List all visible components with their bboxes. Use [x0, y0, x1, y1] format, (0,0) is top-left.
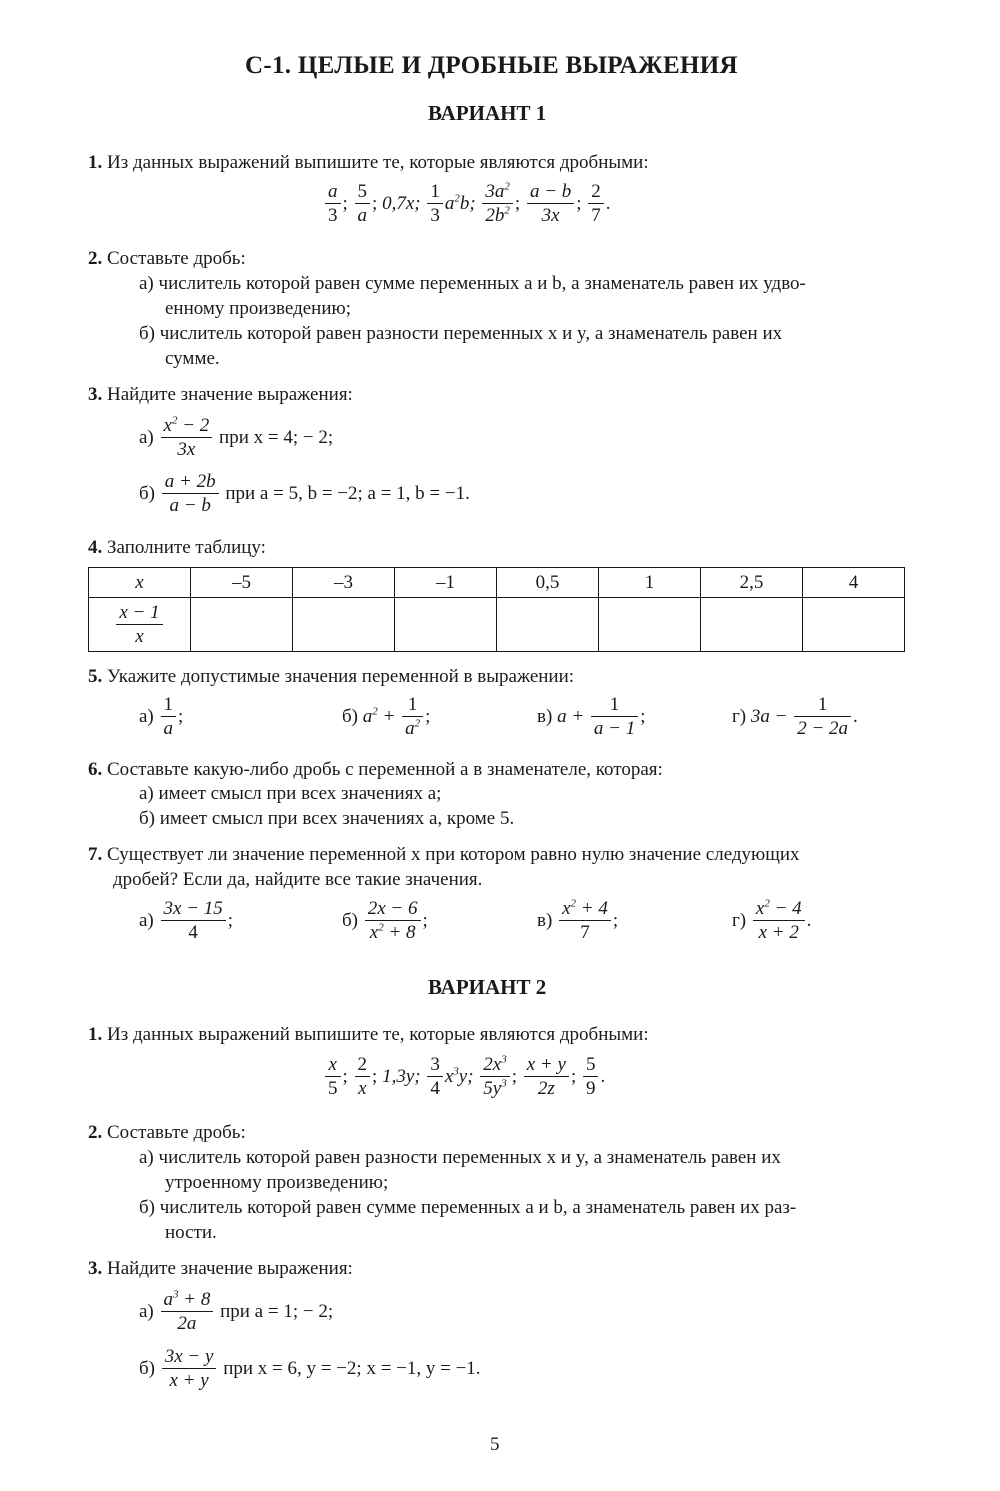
page-number: 5 — [490, 1434, 500, 1455]
v1-task-7-text-line-2: дробей? Если да, найдите все такие значения. — [113, 869, 483, 890]
task-number: 5. — [88, 666, 103, 687]
expression: 0,7x; — [382, 192, 421, 214]
table-cell: 2,5 — [701, 568, 803, 598]
v2-task-1-expressions: $\frac{x}{5}$ ; $\frac{2}{x}$ ; 1,3y; $\frac{3}{4}$ $x^3y$; $\frac{2x^3}{5y^3}$ ; $\frac{x + y}{2z}$ ; $\frac{5}{9}$ . — [323, 1053, 605, 1100]
task-statement: Из данных выражений выпишите те, которые являются дробными: — [107, 152, 649, 173]
fraction: $\frac{3a^2}{2b^2}$ — [482, 180, 513, 227]
v1-task-2-a-line-1: а) числитель которой равен сумме переменных a и b, а знаменатель равен их удво- — [139, 273, 806, 294]
empty-cell[interactable] — [293, 598, 395, 652]
task-number: 3. — [88, 384, 103, 405]
fraction: $\frac{1}{a}$ — [161, 693, 177, 740]
v1-task-1-expressions: $\frac{a}{3}$ ; $\frac{5}{a}$ ; 0,7x; $\frac{1}{3}$ $a^2b$; $\frac{3a^2}{2b^2}$ ; $\frac{a - b}{3x}$ ; $\frac{2}{7}$ . — [323, 180, 611, 227]
v2-task-1-text — [88, 1022, 649, 1047]
task-number: 3. — [88, 1258, 103, 1279]
fraction: $\frac{2}{x}$ — [355, 1053, 371, 1100]
fraction: $\frac{3}{4}$ — [427, 1053, 443, 1100]
fraction: $\frac{5}{a}$ — [355, 180, 371, 227]
fraction: $\frac{x^2 + 4}{7}$ — [559, 897, 611, 944]
table-cell: 0,5 — [497, 568, 599, 598]
v1-task-7-c: в) $\frac{x^2 + 4}{7}$ ; — [537, 897, 619, 943]
task-statement: Найдите значение выражения: — [107, 384, 353, 405]
empty-cell[interactable] — [599, 598, 701, 652]
table-cell: –5 — [191, 568, 293, 598]
fraction: $\frac{x}{5}$ — [325, 1053, 341, 1100]
fraction: $\frac{x^2 - 2}{3x}$ — [161, 414, 213, 461]
task-statement: Составьте дробь: — [107, 248, 246, 269]
v1-task-2-text — [88, 246, 246, 271]
v2-task-2-text — [88, 1120, 246, 1145]
task-statement: Заполните таблицу: — [107, 537, 266, 558]
v1-task-4-text — [88, 535, 266, 560]
v1-task-3-a: а) $\frac{x^2 - 2}{3x}$ при x = 4; − 2; — [139, 414, 334, 460]
table-cell: 4 — [803, 568, 905, 598]
task-number: 7. — [88, 844, 103, 865]
fraction: $\frac{5}{9}$ — [583, 1053, 599, 1100]
task-number: 2. — [88, 248, 103, 269]
v1-task-5-text — [88, 664, 574, 689]
v1-task-7-text — [88, 842, 800, 867]
v1-task-6-text — [88, 757, 663, 782]
v2-task-2-a-line-1: а) числитель которой равен разности переменных x и y, а знаменатель равен их — [139, 1147, 781, 1168]
fraction: $\frac{2x - 6}{x^2 + 8}$ — [365, 897, 421, 944]
fraction: $\frac{a^3 + 8}{2a}$ — [161, 1288, 214, 1335]
fill-table — [88, 567, 905, 652]
v1-task-3-text — [88, 382, 353, 407]
v1-task-2-b-line-2: сумме. — [165, 348, 220, 369]
v1-task-5-b: б) $a^2$ + $\frac{1}{a^2}$ ; — [342, 694, 431, 739]
v1-task-5-a: а) $\frac{1}{a}$ ; — [139, 694, 184, 739]
table-row — [89, 598, 905, 652]
variant-2-heading: ВАРИАНТ 2 — [428, 975, 547, 999]
fraction: $\frac{a + 2b}{a - b}$ — [162, 470, 219, 517]
fraction: $\frac{2x^3}{5y^3}$ — [480, 1053, 509, 1100]
empty-cell[interactable] — [701, 598, 803, 652]
v2-task-2-b-line-1: б) числитель которой равен сумме переменных a и b, а знаменатель равен их раз- — [139, 1197, 797, 1218]
fraction: $\frac{3x - y}{x + y}$ — [162, 1345, 217, 1392]
table-cell: x — [89, 568, 191, 598]
fraction: $\frac{2}{7}$ — [588, 180, 604, 227]
v1-task-2-a-line-2: енному произведению; — [165, 298, 351, 319]
task-number: 6. — [88, 759, 103, 780]
empty-cell[interactable] — [395, 598, 497, 652]
task-statement: Составьте какую-либо дробь с переменной a в знаменателе, которая: — [107, 759, 663, 780]
variant-1-heading: ВАРИАНТ 1 — [428, 101, 547, 125]
fraction: $\frac{a - b}{3x}$ — [527, 180, 574, 227]
v1-task-6-a: а) имеет смысл при всех значениях a; — [139, 783, 442, 804]
v2-task-3-b: б) $\frac{3x - y}{x + y}$ при x = 6, y = −2; x = −1, y = −1. — [139, 1346, 481, 1391]
task-number: 4. — [88, 537, 103, 558]
v1-task-1-text — [88, 150, 649, 175]
task-statement: Составьте дробь: — [107, 1122, 246, 1143]
task-number: 1. — [88, 1024, 103, 1045]
expression: 1,3y; — [382, 1065, 421, 1087]
v2-task-2-a-line-2: утроенному произведению; — [165, 1172, 389, 1193]
table-cell: –1 — [395, 568, 497, 598]
table-cell — [89, 598, 191, 652]
fraction: $\frac{1}{3}$ — [427, 180, 443, 227]
empty-cell[interactable] — [191, 598, 293, 652]
fraction: $\frac{1}{2 - 2a}$ — [794, 693, 851, 740]
table-cell: 1 — [599, 568, 701, 598]
task-statement: Существует ли значение переменной x при котором равно нулю значение следующих — [107, 844, 800, 865]
task-statement: Найдите значение выражения: — [107, 1258, 353, 1279]
fraction: $\frac{x^2 - 4}{x + 2}$ — [753, 897, 805, 944]
v1-task-5-c: в) a + $\frac{1}{a - 1}$ ; — [537, 694, 646, 739]
v1-task-3-b: б) $\frac{a + 2b}{a - b}$ при a = 5, b = −2; a = 1, b = −1. — [139, 471, 470, 516]
task-statement: Из данных выражений выпишите те, которые являются дробными: — [107, 1024, 649, 1045]
v2-task-3-text — [88, 1256, 353, 1281]
v2-task-3-a: а) $\frac{a^3 + 8}{2a}$ при a = 1; − 2; — [139, 1288, 334, 1334]
task-number: 1. — [88, 152, 103, 173]
v1-task-2-b-line-1: б) числитель которой равен разности переменных x и y, а знаменатель равен их — [139, 323, 783, 344]
fraction: $\frac{1}{a^2}$ — [402, 693, 423, 740]
empty-cell[interactable] — [803, 598, 905, 652]
table-cell: –3 — [293, 568, 395, 598]
fraction: $\frac{3x - 15}{4}$ — [161, 897, 226, 944]
v1-task-7-b: б) $\frac{2x - 6}{x^2 + 8}$ ; — [342, 898, 428, 943]
fraction: $\frac{x - 1}{x}$ — [116, 601, 162, 648]
empty-cell[interactable] — [497, 598, 599, 652]
v1-task-7-a: а) $\frac{3x - 15}{4}$ ; — [139, 898, 234, 943]
fraction: $\frac{x + y}{2z}$ — [524, 1053, 569, 1100]
fraction: $\frac{1}{a - 1}$ — [591, 693, 638, 740]
page-title: С-1. ЦЕЛЫЕ И ДРОБНЫЕ ВЫРАЖЕНИЯ — [245, 52, 738, 79]
table-header-row — [89, 568, 905, 598]
task-number: 2. — [88, 1122, 103, 1143]
v1-task-7-d: г) $\frac{x^2 - 4}{x + 2}$ . — [732, 897, 812, 943]
fraction: $\frac{a}{3}$ — [325, 180, 341, 227]
v2-task-2-b-line-2: ности. — [165, 1222, 217, 1243]
v1-task-6-b: б) имеет смысл при всех значениях a, кроме 5. — [139, 808, 515, 829]
v1-task-5-d: г) 3a − $\frac{1}{2 - 2a}$ . — [732, 694, 858, 739]
task-statement: Укажите допустимые значения переменной в выражении: — [107, 666, 575, 687]
